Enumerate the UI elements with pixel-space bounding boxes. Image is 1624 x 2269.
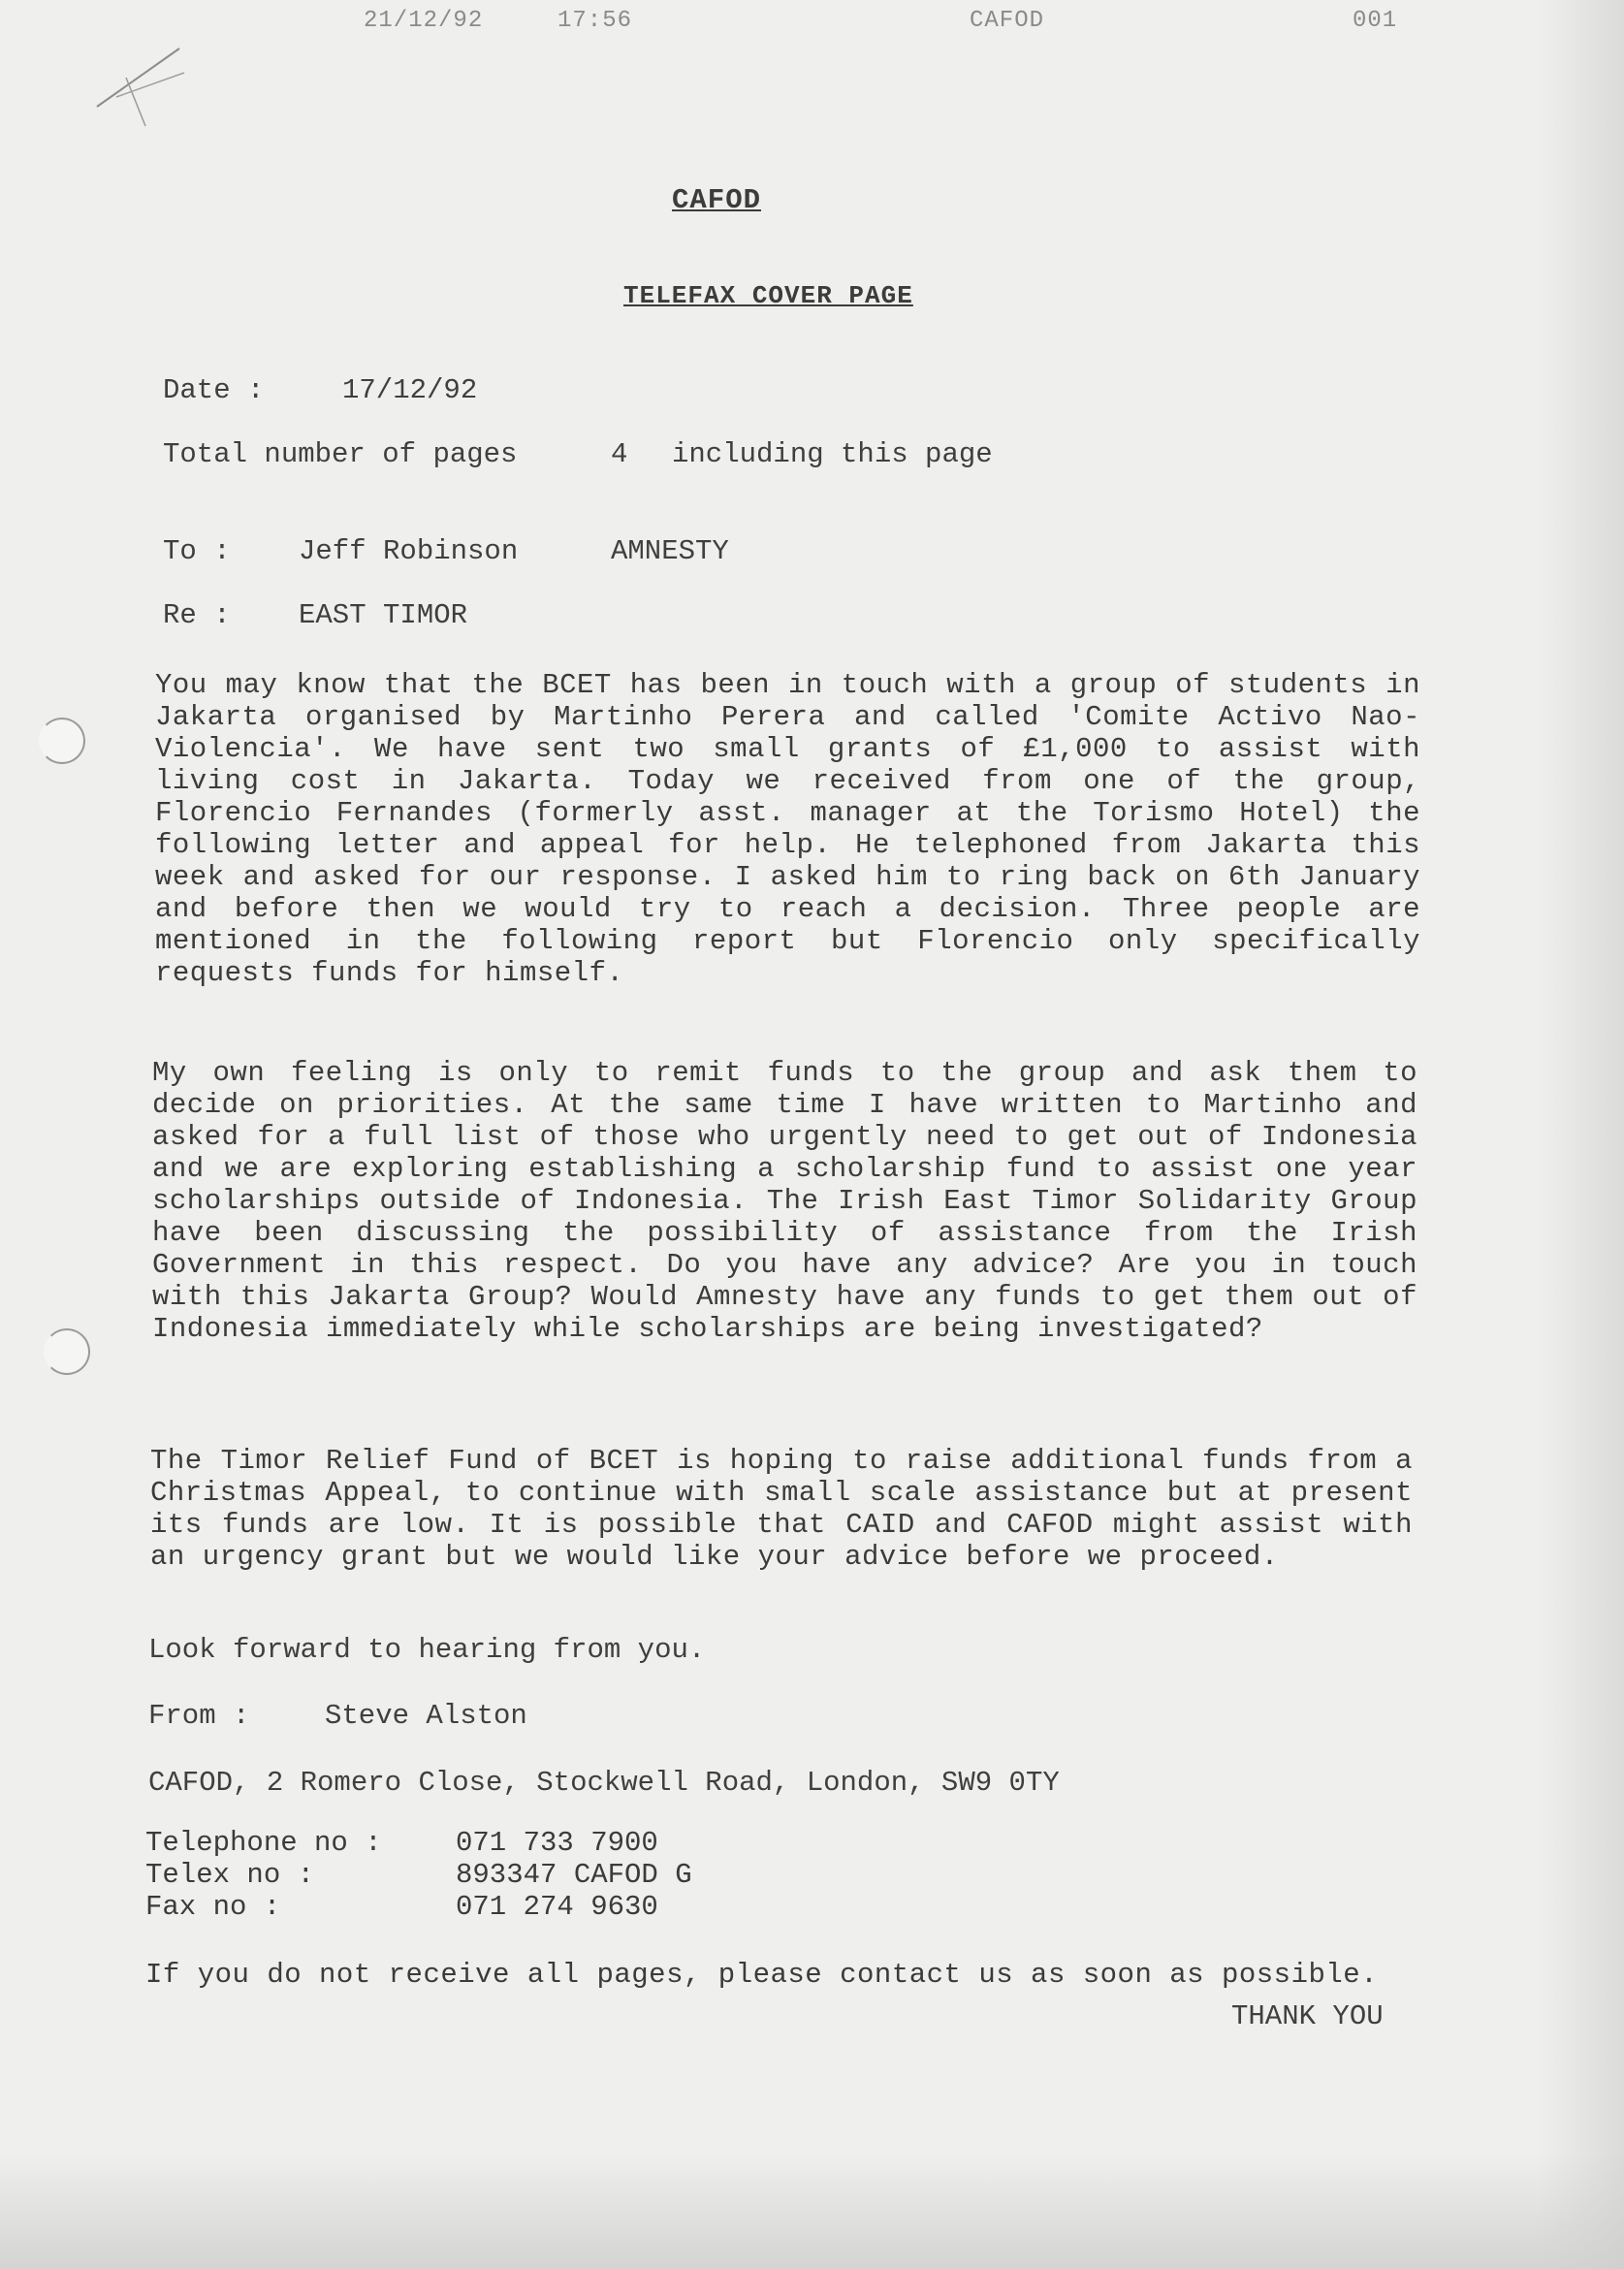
fax-label: Fax no : <box>145 1891 281 1923</box>
fax-value: 071 274 9630 <box>456 1891 658 1923</box>
pages-label: Total number of pages <box>163 438 518 470</box>
pen-scribble-mark <box>87 29 194 136</box>
from-label: From : <box>148 1700 250 1732</box>
to-label: To : <box>163 535 231 567</box>
fax-header-sender: CAFOD <box>970 8 1045 34</box>
thank-you: THANK YOU <box>1231 2000 1384 2032</box>
missing-pages-notice: If you do not receive all pages, please contact us as soon as possible. <box>145 1959 1379 1991</box>
page-edge-shadow <box>1537 0 1624 2269</box>
org-title: CAFOD <box>672 184 762 216</box>
contact-details <box>145 1827 692 1923</box>
body-paragraph-3: The Timor Relief Fund of BCET is hoping to raise additional funds from a Christmas Appeal, to continue with small scale assistance but at present its funds are low. It is possible that CAID and CAFOD might assist with an urgency grant but we would like your advice before we proceed. <box>150 1445 1413 1573</box>
telex-value: 893347 CAFOD G <box>456 1859 692 1891</box>
fax-row <box>145 1891 692 1923</box>
fax-header-time: 17:56 <box>557 8 633 34</box>
closing-line: Look forward to hearing from you. <box>148 1634 706 1666</box>
fax-header-date: 21/12/92 <box>364 8 484 34</box>
to-organization: AMNESTY <box>611 535 729 567</box>
hole-punch-mark <box>44 1328 90 1375</box>
re-label: Re : <box>163 599 231 631</box>
document-title: TELEFAX COVER PAGE <box>623 281 913 310</box>
body-paragraph-2: My own feeling is only to remit funds to the group and ask them to decide on priorities. At the same time I have written to Martinho and asked for a full list of those who urgently need to get out of Indonesia and we are exploring establishing a scholarship fund to assist one year scholarships outside of Indonesia. The Irish East Timor Solidarity Group have been discussing the possibility of assistance from the Irish Government in this respect. Do you have any advice? Are you in touch with this Jakarta Group? Would Amnesty have any funds to get them out of Indonesia immediately while scholarships are being investigated? <box>152 1057 1417 1345</box>
to-name: Jeff Robinson <box>299 535 519 567</box>
body-paragraph-1: You may know that the BCET has been in touch with a group of students in Jakarta organised by Martinho Perera and called 'Comite Activo Nao-Violencia'. We have sent two small grants of £1,000 to assist with living cost in Jakarta. Today we received from one of the group, Florencio Fernandes (formerly asst. manager at the Torismo Hotel) the following letter and appeal for help. He telephoned from Jakarta this week and asked for our response. I asked him to ring back on 6th January and before then we would try to reach a decision. Three people are mentioned in the following report but Florencio only specifically requests funds for himself. <box>155 669 1420 989</box>
pages-value: 4 <box>611 438 628 470</box>
from-name: Steve Alston <box>325 1700 527 1732</box>
telex-row <box>145 1859 692 1891</box>
hole-punch-mark <box>39 718 85 764</box>
telex-label: Telex no : <box>145 1859 315 1891</box>
date-label: Date : <box>163 374 265 406</box>
fax-header-page: 001 <box>1353 8 1398 34</box>
telephone-row <box>145 1827 692 1859</box>
pages-suffix: including this page <box>672 438 993 470</box>
page-bottom-shadow <box>0 2153 1624 2269</box>
re-value: EAST TIMOR <box>299 599 468 631</box>
telephone-label: Telephone no : <box>145 1827 382 1859</box>
telephone-value: 071 733 7900 <box>456 1827 658 1859</box>
sender-address: CAFOD, 2 Romero Close, Stockwell Road, London, SW9 0TY <box>148 1767 1060 1799</box>
date-value: 17/12/92 <box>342 374 478 406</box>
